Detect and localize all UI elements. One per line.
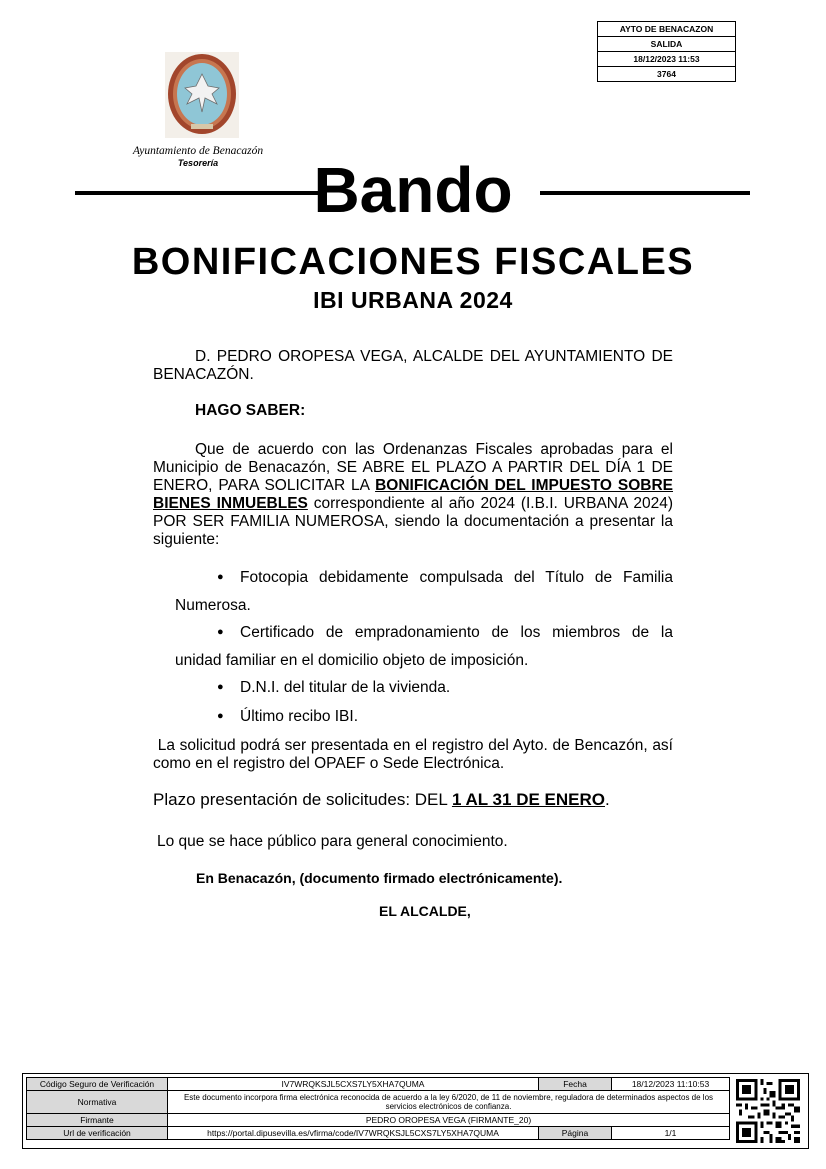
bullet-item-4: Último recibo IBI.: [240, 708, 359, 725]
main-text-after: correspondiente al año 2024 (I.B.I. URBANA 2024) POR SER FAMILIA NUMEROSA, siendo la documentación a presentar la siguiente:: [153, 495, 673, 548]
url-label: Url de verificación: [27, 1127, 168, 1140]
bullet-item-3: D.N.I. del titular de la vivienda.: [240, 679, 451, 696]
bullet-item-1: Fotocopia debidamente compulsada del Título de Familia: [240, 569, 673, 586]
fecha-label: Fecha: [539, 1078, 612, 1091]
qr-code-icon: [736, 1079, 800, 1143]
stamp-datetime: 18/12/2023 11:53: [598, 52, 736, 67]
publico-line: Lo que se hace público para general conocimiento.: [157, 833, 508, 850]
normativa-value: Este documento incorpora firma electrónica reconocida de acuerdo a la ley 6/2020, de 11 de noviembre, reguladora de determinados aspectos de los servicios electrónicos de confianza.: [168, 1091, 730, 1114]
main-text-emphasis: BONIFICACIÓN DEL IMPUESTO SOBRE BIENES INMUEBLES: [153, 477, 673, 512]
hago-saber-heading: HAGO SABER:: [195, 402, 306, 419]
bullet-item-2: Certificado de empradonamiento de los miembros de la: [240, 624, 673, 641]
intro-paragraph: [153, 348, 673, 384]
document-title: BONIFICACIONES FISCALES: [131, 241, 695, 283]
bullet-icon: ●: [217, 710, 224, 722]
registry-stamp: [597, 21, 736, 82]
pagina-label: Página: [539, 1127, 612, 1140]
signatory-title: EL ALCALDE,: [379, 903, 471, 919]
main-paragraph: [153, 441, 673, 549]
bullet-item-1-continued: Numerosa.: [175, 597, 251, 614]
document-subtitle: IBI URBANA 2024: [313, 287, 513, 313]
stamp-office: AYTO DE BENACAZON: [598, 22, 736, 37]
bullet-icon: ●: [217, 571, 224, 583]
bullet-item-2-continued: unidad familiar en el domicilio objeto de imposición.: [175, 652, 529, 669]
main-text-before: Que de acuerdo con las Ordenanzas Fiscales aprobadas para el Municipio de Benacazón, SE ABRE EL PLAZO A PARTIR DEL DÍA 1 DE ENERO, PARA SOLICITAR LA: [153, 441, 673, 494]
plazo-line: [153, 790, 610, 810]
firmante-value: PEDRO OROPESA VEGA (FIRMANTE_20): [168, 1114, 730, 1127]
plazo-end: .: [605, 790, 610, 809]
intro-text: D. PEDRO OROPESA VEGA, ALCALDE DEL AYUNTAMIENTO DE BENACAZÓN.: [153, 348, 673, 383]
normativa-label: Normativa: [27, 1091, 168, 1114]
stamp-type: SALIDA: [598, 37, 736, 52]
organization-name: Ayuntamiento de Benacazón: [132, 145, 264, 157]
pagina-value: 1/1: [612, 1127, 730, 1140]
bullet-icon: ●: [217, 626, 224, 638]
fecha-value: 18/12/2023 11:10:53: [612, 1078, 730, 1091]
csv-value: IV7WRQKSJL5CXS7LY5XHA7QUMA: [168, 1078, 539, 1091]
solicitud-paragraph: [153, 737, 673, 773]
plazo-value: 1 AL 31 DE ENERO: [451, 790, 605, 809]
csv-label: Código Seguro de Verificación: [27, 1078, 168, 1091]
firmante-label: Firmante: [27, 1114, 168, 1127]
document-kind: Bando: [313, 154, 513, 226]
solicitud-text: La solicitud podrá ser presentada en el registro del Ayto. de Bencazón, así como en el registro del OPAEF o Sede Electrónica.: [153, 737, 673, 772]
department-name: Tesorería: [177, 158, 219, 168]
plazo-label: Plazo presentación de solicitudes: DEL: [153, 790, 452, 809]
municipal-crest-icon: [165, 52, 239, 138]
bullet-icon: ●: [217, 681, 224, 693]
verification-footer: [22, 1073, 809, 1149]
url-value[interactable]: https://portal.dipusevilla.es/vfirma/code/IV7WRQKSJL5CXS7LY5XHA7QUMA: [168, 1127, 539, 1140]
stamp-number: 3764: [598, 67, 736, 82]
verification-table: [26, 1077, 730, 1140]
signature-place-line: En Benacazón, (documento firmado electrónicamente).: [196, 870, 563, 886]
